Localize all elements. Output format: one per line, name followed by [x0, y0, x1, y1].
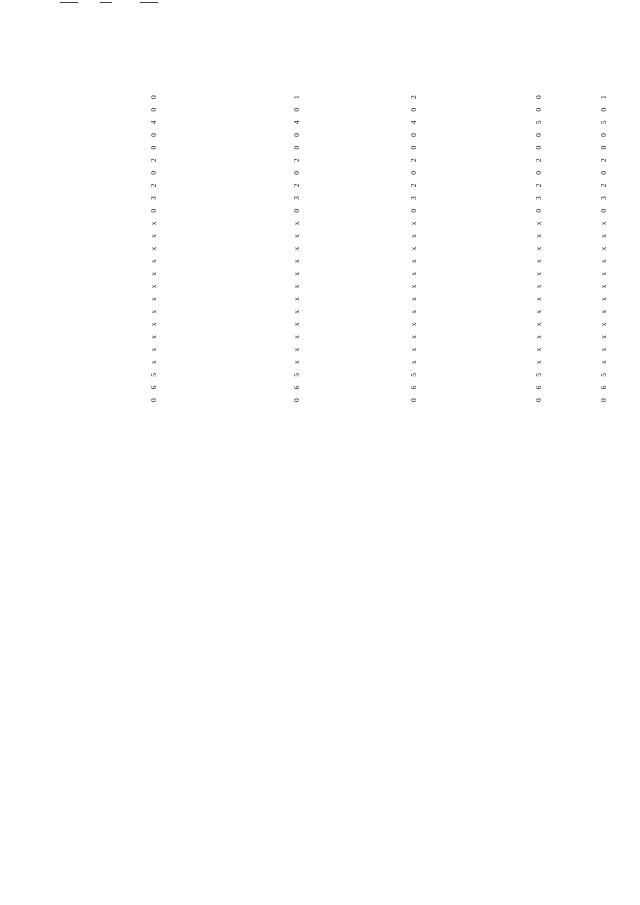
- row-code: 0 6 5 x x x x x x x x x x x x 0 3 2 0 2 0 0 4 0 0: [149, 91, 158, 402]
- top-mark: [140, 2, 158, 3]
- top-mark: [60, 2, 78, 3]
- budget-table: [38, 30, 613, 875]
- row-code: 0 6 5 x x x x x x x x x x x x 0 3 2 0 2 0 0 5 0 1: [599, 91, 608, 402]
- row-code: 0 6 5 x x x x x x x x x x x x 0 3 2 0 2 0 0 4 0 1: [292, 91, 301, 402]
- row-code: 0 6 5 x x x x x x x x x x x x 0 3 2 0 2 0 0 5 0 0: [534, 91, 543, 402]
- table-grid: [38, 30, 613, 875]
- row-code: 0 6 5 x x x x x x x x x x x x 0 3 2 0 2 0 0 4 0 2: [409, 91, 418, 402]
- top-mark: [100, 2, 112, 3]
